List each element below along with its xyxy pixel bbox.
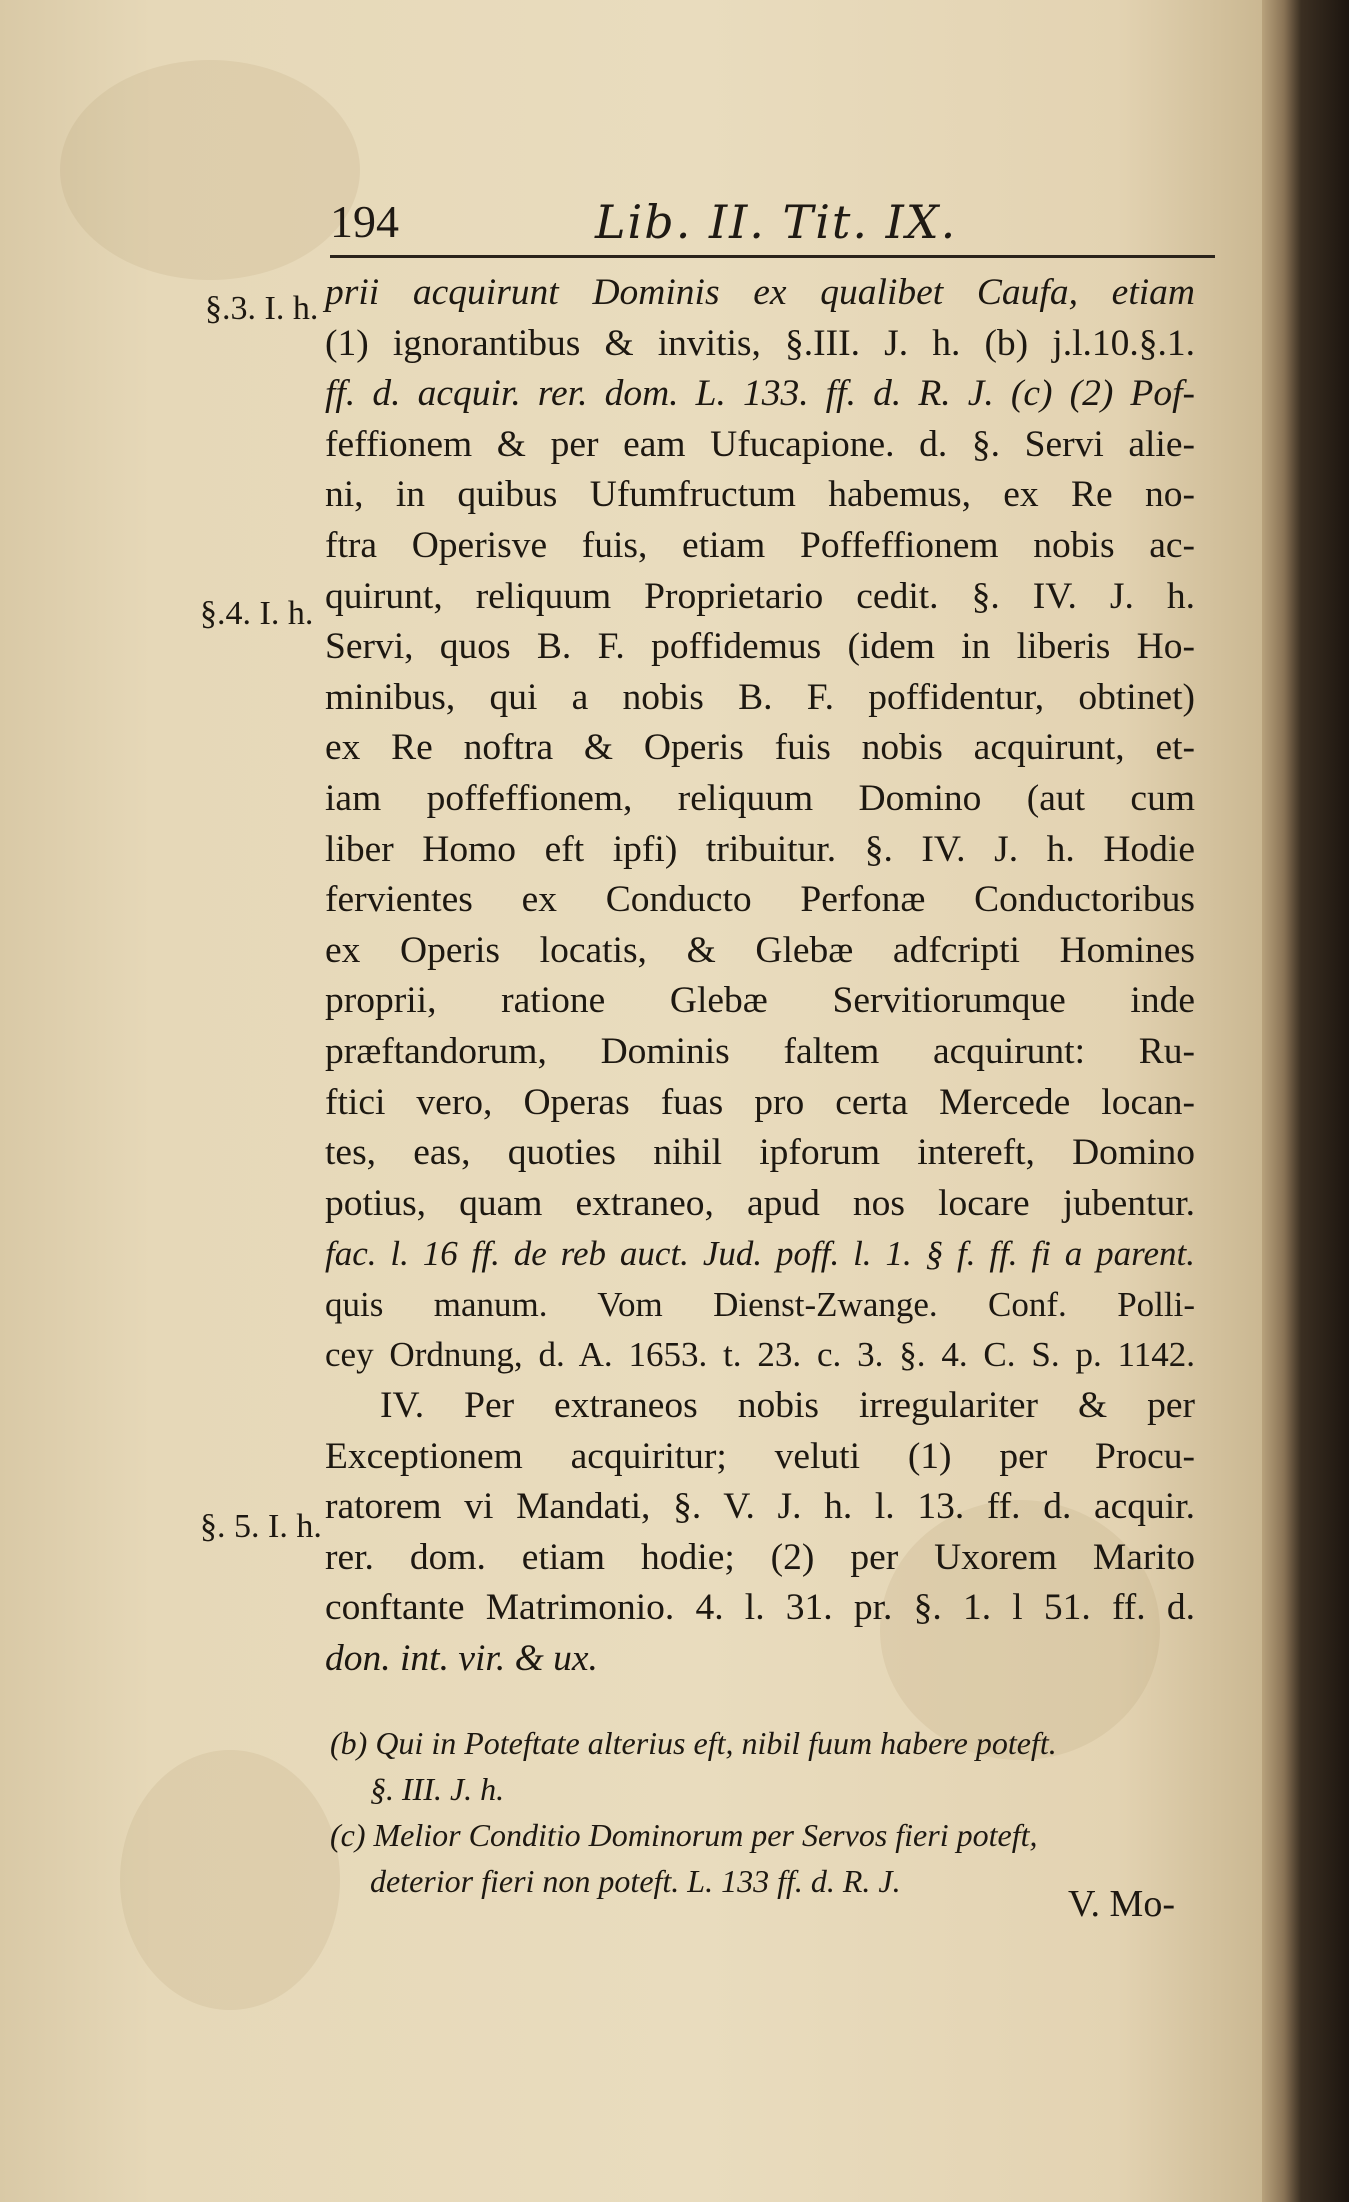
text-line: prii acquirunt Dominis ex qualibet Caufa, etiam — [325, 272, 1195, 313]
text-line: fac. l. 16 ff. de reb auct. Jud. poff. l. 1. § f. ff. fi a parent. — [325, 1234, 1195, 1274]
text-line: cey Ordnung, d. A. 1653. t. 23. c. 3. §. 4. C. S. p. 1142. — [325, 1335, 1195, 1375]
text-line: don. int. vir. & ux. — [325, 1638, 598, 1680]
text-line: potius, quam extraneo, apud nos locare jubentur. — [325, 1182, 1195, 1224]
footnotes — [330, 1720, 1190, 1904]
text-line: IV. Per extraneos nobis irregulariter & per — [380, 1385, 1195, 1427]
catchword: V. Mo- — [1068, 1883, 1175, 1925]
text-line: tes, eas, quoties nihil ipforum intereft, Domino — [325, 1132, 1195, 1174]
text-line: proprii, ratione Glebæ Servitiorumque inde — [325, 980, 1195, 1022]
text-line: (1) ignorantibus & invitis, §.III. J. h. (b) j.l.10.§.1. — [325, 322, 1195, 364]
book-gutter — [1262, 0, 1349, 2202]
paper-stain — [120, 1750, 340, 2010]
margin-note: §.3. I. h. — [205, 290, 319, 327]
text-line: ftici vero, Operas fuas pro certa Mercede locan- — [325, 1081, 1195, 1123]
text-line: ex Operis locatis, & Glebæ adfcripti Homines — [325, 929, 1195, 971]
text-line: ff. d. acquir. rer. dom. L. 133. ff. d. R. J. (c) (2) Pof- — [325, 373, 1195, 415]
text-line: liber Homo eft ipfi) tribuitur. §. IV. J. h. Hodie — [325, 828, 1195, 870]
text-line: quis manum. Vom Dienst-Zwange. Conf. Polli- — [325, 1284, 1195, 1324]
text-line: Exceptionem acquiritur; veluti (1) per Procu- — [325, 1435, 1195, 1477]
text-line: ftra Operisve fuis, etiam Poffeffionem nobis ac- — [325, 524, 1195, 566]
paper-stain — [60, 60, 360, 280]
text-line: iam poffeffionem, reliquum Domino (aut cum — [325, 777, 1195, 819]
text-line: ni, in quibus Ufumfructum habemus, ex Re no- — [325, 474, 1195, 516]
footnote-c-continued: deterior fieri non poteft. L. 133 ff. d. R. J. — [370, 1863, 901, 1899]
text-line: rer. dom. etiam hodie; (2) per Uxorem Marito — [325, 1536, 1195, 1578]
text-line: fervientes ex Conducto Perfonæ Conductoribus — [325, 879, 1195, 921]
header-rule — [330, 255, 1215, 258]
text-line: ratorem vi Mandati, §. V. J. h. l. 13. ff. d. acquir. — [325, 1486, 1195, 1528]
margin-note: §.4. I. h. — [200, 595, 314, 632]
text-line: conftante Matrimonio. 4. l. 31. pr. §. 1. l 51. ff. d. — [325, 1587, 1195, 1629]
page-number: 194 — [330, 196, 399, 247]
text-line: minibus, qui a nobis B. F. poffidentur, obtinet) — [325, 676, 1195, 718]
text-line: quirunt, reliquum Proprietario cedit. §. IV. J. h. — [325, 575, 1195, 617]
text-line: feffionem & per eam Ufucapione. d. §. Servi alie- — [325, 423, 1195, 465]
footnote-c: (c) Melior Conditio Dominorum per Servos fieri poteft, — [330, 1817, 1038, 1853]
footnote-b: (b) Qui in Poteftate alterius eft, nibil fuum habere poteft. — [330, 1725, 1057, 1761]
text-line: Servi, quos B. F. poffidemus (idem in liberis Ho- — [325, 626, 1195, 668]
footnote-b-continued: §. III. J. h. — [370, 1771, 505, 1807]
text-line: præftandorum, Dominis faltem acquirunt: Ru- — [325, 1030, 1195, 1072]
text-line: ex Re noftra & Operis fuis nobis acquirunt, et- — [325, 727, 1195, 769]
running-head: Lib. II. Tit. IX. — [595, 195, 958, 249]
body-text — [325, 268, 1195, 1685]
margin-note: §. 5. I. h. — [200, 1508, 322, 1545]
